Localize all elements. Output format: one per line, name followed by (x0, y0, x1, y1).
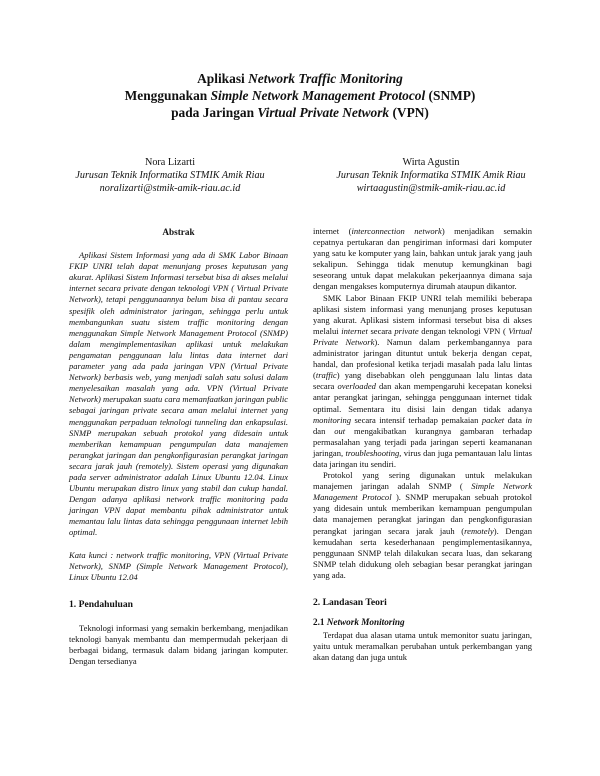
left-column (69, 227, 288, 667)
author-email: noralizarti@stmik-amik-riau.ac.id (99, 183, 241, 194)
right-column (313, 226, 532, 663)
author-affiliation: Jurusan Teknik Informatika STMIK Amik Riau (336, 170, 526, 181)
subsection-2-1-paragraph: Terdapat dua alasan utama untuk memonitor suatu jaringan, yaitu untuk meramalkan perubahan untuk perkembangan yang akan datang dan juga untuk (313, 630, 532, 663)
abstract-body: Aplikasi Sistem Informasi yang ada di SMK Labor Binaan FKIP UNRI telah dapat menunjang proses keputusan yang akurat. Aplikasi Sistem Informasi tersebut bisa di akses melalui internet secara private dengan teknologi VPN ( Virtual Private Network), tetapi penggunaannya belum bisa di pantau secara spesifik oleh administrator jaringan, sehingga perlu untuk membangunkan suatu sistem traffic monitoring dengan menggunakan Simple Network Management Protocol (SNMP) dalam mengimplementasikan aplikasi untuk melakukan pengamatan penggunaan lalu lintas data internet dari parameter yang ada pada jaringan VPN (Virtual Private Network) berbasis web, yang menjadi salah satu solusi dalam menyelesaikan masalah yang ada. VPN (Virtual Private Network) merupakan suatu cara memanfaatkan jaringan public sebagai jaringan private secara aman melalui internet yang menggunakan perpaduan teknologi tunneling dan enkapsulasi. SNMP merupakan sebuah protokol yang didesain untuk memberikan kemampuan pengumpulan data manajemen perangkat jaringan dan pengkonfigurasian perangkat jaringan secara jarak jauh (remotely). Sistem operasi yang digunakan pada server administrator adalah Linux Ubuntu 12.04. Linux Ubuntu merupakan distro linux yang stabil dan cukup handal. Dengan adanya aplikasi network traffic monitoring pada jaringan VPN dapat membantu pihak administrator untuk memantau lalu lintas data sehingga penggunaan internet lebih optimal. (69, 250, 288, 538)
paper-title: Aplikasi Network Traffic Monitoring Menggunakan Simple Network Management Protocol (SNMP) pada Jaringan Virtual Private Network (VPN) (124, 71, 476, 120)
keywords: Kata kunci : network traffic monitoring, VPN (Virtual Private Network), SNMP (Simple Network Management Protocol), Linux Ubuntu 12.04 (69, 549, 288, 582)
author-email: wirtaagustin@stmik-amik-riau.ac.id (356, 183, 506, 194)
intro-paragraph-continued: internet (interconnection network) menjadikan semakin cepatnya pertukaran dan pengiriman informasi dari komputer yang satu ke komputer yang lain, bahkan untuk jarak yang jauh sekalipun. Sehingga tidak menutup kemungkinan bagi seseorang untuk dapat melakukan pekerjaannya dimana saja dengan mengakses komputernya dirumah ataupun dikantor. (313, 226, 532, 292)
subsection-2-1-heading: 2.1 Network Monitoring (313, 617, 405, 628)
abstract-heading: Abstrak (162, 227, 195, 237)
section-1-paragraph: Teknologi informasi yang semakin berkembang, menjadikan teknologi banyak membantu dan mempermudah pekerjaan di berbagai bidang, termasuk dalam bidang jaringan komputer. Dengan tersedianya (69, 622, 288, 667)
author-block-2 (300, 156, 562, 195)
section-2-heading: 2. Landasan Teori (313, 597, 387, 608)
intro-paragraph-3: Protokol yang sering digunakan untuk melakukan manajemen jaringan adalah SNMP ( Simple Network Management Protocol ). SNMP merupakan sebuah protokol yang didesain untuk memberikan kemampuan pengumpulan data manajemen perangkat jaringan dan pengkonfigurasian perangkat jaringan secara jarak jauh (remotely). Dengan kemudahan serta kesederhanaan pengimplementasikannya, penggunaan SNMP telah dilakukan secara luas, dan sekarang SNMP telah didukung oleh sebagian besar perangkat jaringan yang ada. (313, 470, 533, 580)
section-1-heading: 1. Pendahuluan (69, 598, 133, 610)
author-affiliation: Jurusan Teknik Informatika STMIK Amik Riau (75, 170, 265, 181)
intro-paragraph-2: SMK Labor Binaan FKIP UNRI telah memiliki beberapa aplikasi sistem informasi yang menunjang proses keputusan yang akurat. Aplikasi sistem informasi tersebut bisa di akses melalui internet secara private dengan teknologi VPN ( Virtual Private Network). Namun dalam perkembangannya para administrator jaringan dituntut untuk bekerja dengan cepat, handal, dan profesional ketika terjadi masalah pada lalu lintas (traffic) yang disebabkan oleh penggunaan lalu lintas data secara overloaded dan akan mempengaruhi kecepatan koneksi antar perangkat jaringan, sehingga penggunaan internet tidak optimal. Sementara itu disisi lain dengan tidak adanya monitoring secara intensif terhadap pemakaian packet data in dan out mengakibatkan kurangnya gambaran terhadap permasalahan yang terjadi pada jaringan seperti keamananan jaringan, troubleshooting, virus dan juga pemantauan lalu lintas data jaringan itu sendiri. (313, 292, 533, 469)
author-name: Nora Lizarti (144, 157, 196, 168)
author-name: Wirta Agustin (402, 157, 460, 168)
author-block-1 (40, 156, 300, 195)
